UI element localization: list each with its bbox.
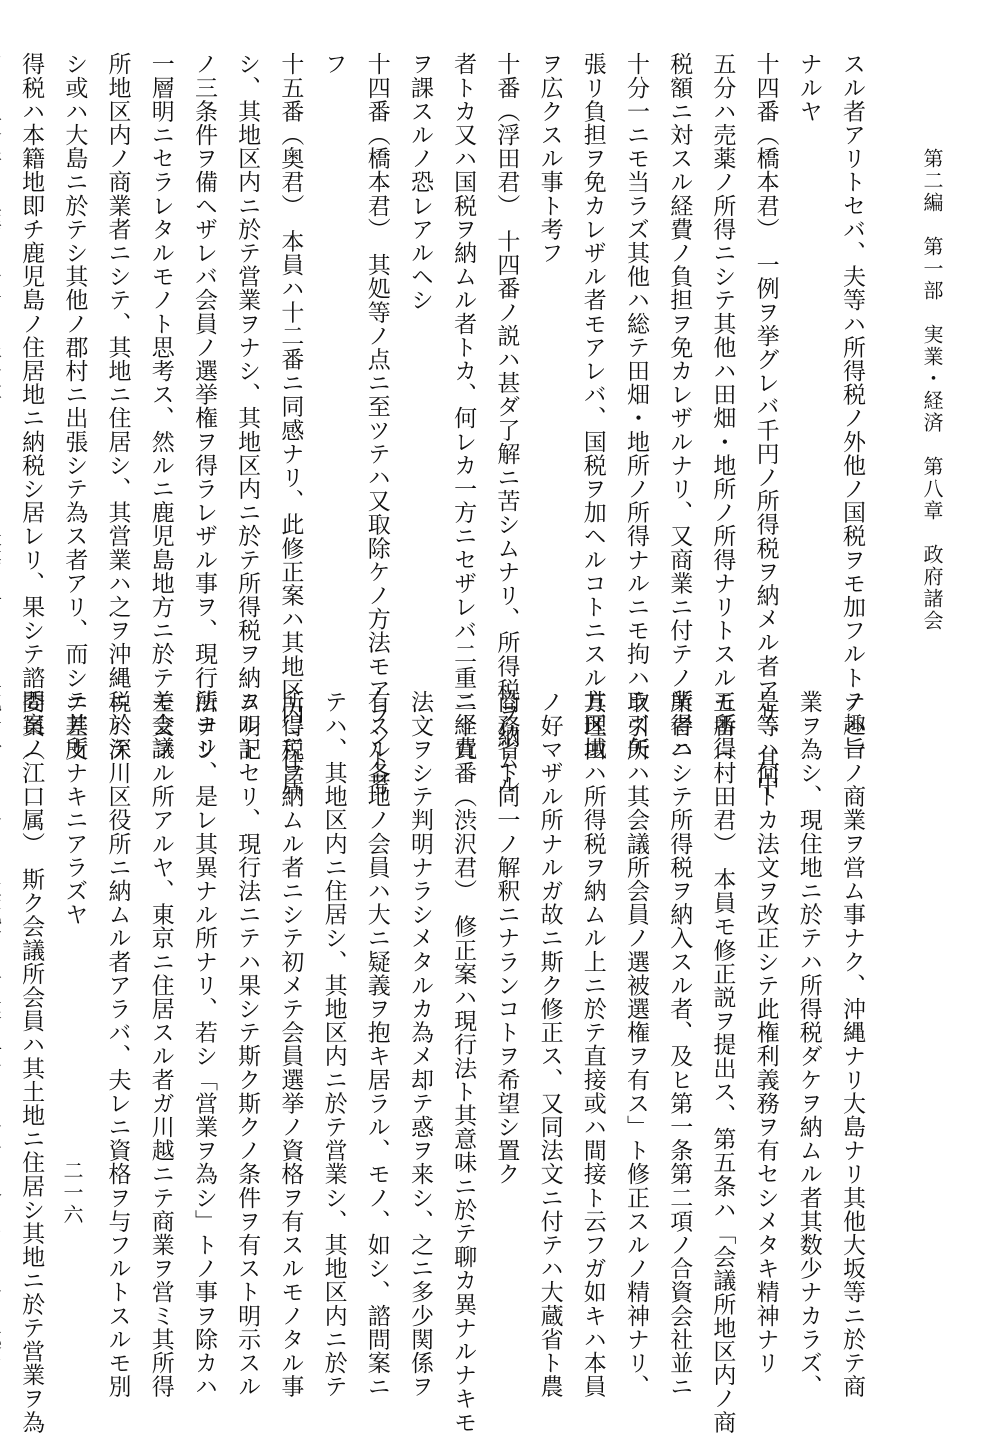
running-header: 第二編 第一部 実業・経済 第八章 政府諸会 [920,148,944,632]
text-line: 有スル各地ノ会員ハ大ニ疑義ヲ抱キ居ラル、モノ、如シ、諮問案ニ [363,690,390,1398]
text-line: 十四番（橋本君） 一例ヲ挙グレバ千円ノ所得税ヲ納メル者アリ、其中 [752,52,779,796]
text-line: 二十九番（渋沢君） 修正案ハ現行法ト其意味ニ於テ聊カ異ナルナキモ [450,690,477,1434]
text-line: テハ一ノ商業ヲ営ム事ナク、沖縄ナリ大島ナリ其他大坂等ニ於テ商 [839,690,865,1398]
text-line: 差支フル所アルヤ、東京ニ住居スル者ガ川越ニテ商業ヲ営ミ其所得 [147,690,174,1398]
text-line: 法文ヲシテ判明ナラシメタルカ為メ却テ惑ヲ来シ、之ニ多少関係ヲ [406,690,433,1398]
text-line: 張リ負担ヲ免カレザル者モアレバ、国税ヲ加ヘルコトニスル方区域 [579,52,606,760]
text-line: ニ差支ナキニアラズヤ [61,690,88,926]
text-line: 五番（村田君） 本員モ修正説ヲ提出ス、第五条ハ「会議所地区内ノ商 [709,690,736,1434]
text-line: 所地区内ノ商業者ニシテ、其地ニ住居シ、其営業ハ之ヲ沖縄ニ於テ [104,52,131,760]
text-line: 税ハ深川区役所ニ納ムル者アラバ、夫レニ資格ヲ与フルトスルモ別 [104,690,131,1398]
text-line: ヲ明記セリ、現行法ニテハ果シテ斯ク斯クノ条件ヲ有スト明示スル [234,690,261,1398]
text-line: 所得税ヲ納ムル者ニシテ初メテ会員選挙ノ資格ヲ有スルモノタル事 [277,690,304,1398]
text-line: 委員（江口属） 斯ク会議所会員ハ其土地ニ住居シ其地ニ於テ営業ヲ為 [18,690,45,1434]
text-line: ノ好マザル所ナルガ故ニ斯ク修正ス、又同法文ニ付テハ大蔵省ト農 [536,690,563,1398]
text-line: 五分ハ売薬ノ所得ニシテ其他ハ田畑・地所ノ所得ナリトスルモ所得 [709,52,736,760]
text-line: 一層明ニセラレタルモノト思考ス、然ルニ鹿児島地方ニ於テモ会議 [147,52,174,760]
text-line: 十分一ニモ当ラズ其他ハ総テ田畑・地所ノ所得ナルニモ拘ハラズ矢 [622,52,649,760]
text-line: 是等ハ何トカ法文ヲ改正シテ此権利義務ヲ有セシメタキ精神ナリ [752,690,779,1375]
text-line: テハ、其地区内ニ住居シ、其地区内ニ於テ営業シ、其地区内ニ於テ [320,690,347,1398]
text-line: 業ヲ為シ、現住地ニ於テハ所得税ダケヲ納ムル者其数少ナカラズ、 [795,690,822,1398]
text-line: 者トカ又ハ国税ヲ納ムル者トカ、何レカ一方ニセザレバ二重ニ経費 [450,52,477,760]
text-line: ヲ広クスル事ト考フ [536,52,563,265]
text-line: 業者ニシテ所得税ヲ納入スル者、及ヒ第一条第二項ノ合資会社並ニ [666,690,693,1398]
text-line: 税額ニ対スル経費ノ負担ヲ免カレザルナリ、又商業ニ付テノ所得ハ [666,52,693,760]
text-line: ナルヤ [795,52,822,123]
text-line: シ、其地区内ニ於テ営業ヲナシ、其地区内ニ於テ所得税ヲ納ムルト [234,52,261,760]
text-line [0,690,9,1295]
text-line: ヲ課スルノ恐レアルヘシ [406,52,433,312]
text-line: 十番（浮田君） 十四番ノ説ハ甚ダ了解ニ苦シムナリ、所得税ヲ納ムル [493,52,520,796]
text-line: スル者アリトセバ、夫等ハ所得税ノ外他ノ国税ヲモ加フルトノ趣旨 [839,52,865,760]
text-line: 十四番（橋本君） 其処等ノ点ニ至ツテハ又取除ケノ方法モアラント考 [363,52,390,796]
text-line: 得税ハ本籍地即チ鹿児島ノ住居地ニ納税シ居レリ、果シテ諮問案ノ [18,52,45,760]
text-line: 其理由ハ所得税ヲ納ムル上ニ於テ直接或ハ間接ト云フガ如キハ本員 [579,690,606,1398]
text-line: 所ナシ、是レ其異ナル所ナリ、若シ「営業ヲ為シ」トノ事ヲ除カハ [190,690,217,1398]
text-line: シ或ハ大島ニ於テシ其他ノ郡村ニ出張シテ為ス者アリ、而シテ其所 [61,52,88,760]
text-line [0,52,9,662]
text-line: 商務省ト同一ノ解釈ニナランコトヲ希望シ置ク [493,690,520,1186]
page-number: 二一六 [60,1160,84,1226]
text-line: 十五番（奥君） 本員ハ十二番ニ同感ナリ、此修正案ハ其地区内ニ住居 [277,52,304,796]
text-line: ノ三条件ヲ備ヘザレバ会員ノ選挙権ヲ得ラレザル事ヲ、現行法ヨリ [190,52,217,760]
top-text-block [18,52,873,796]
text-line: 取引所ハ其会議所会員ノ選被選権ヲ有ス」ト修正スルノ精神ナリ、 [622,690,649,1398]
text-line: フ [320,52,347,76]
